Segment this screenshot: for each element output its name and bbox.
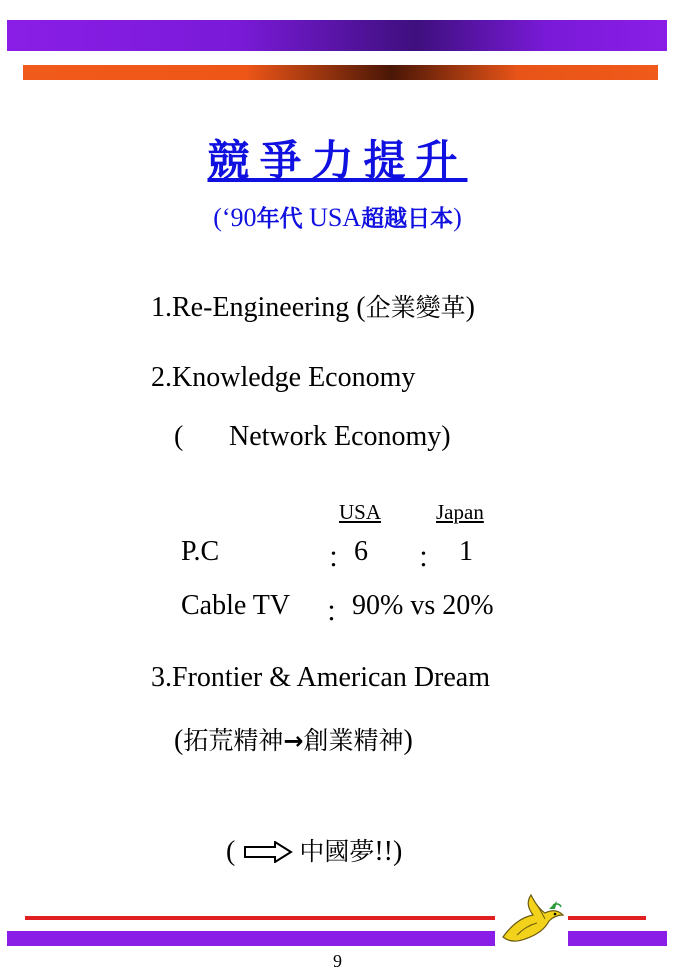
subtitle-usa: USA bbox=[302, 203, 362, 232]
item-2-sub-open: ( bbox=[174, 421, 184, 452]
item-1-chinese: 企業變革 bbox=[365, 293, 466, 322]
closing-open: ( bbox=[226, 836, 236, 867]
row-pc-usa: 6 bbox=[354, 536, 368, 567]
item-1 bbox=[151, 288, 475, 324]
item-3-sub bbox=[174, 721, 413, 757]
row-cabletv-colon: ： bbox=[325, 597, 354, 628]
subtitle-surpass: 超越日本 bbox=[361, 206, 454, 232]
subtitle-prefix: (‘90 bbox=[213, 203, 257, 232]
item-3-sub-entrepreneur: 創業精神 bbox=[303, 726, 404, 755]
item-3-sub-open: ( bbox=[174, 725, 184, 756]
item-1-label: 1.Re-Engineering ( bbox=[151, 292, 366, 323]
column-header-japan: Japan bbox=[436, 500, 484, 524]
subtitle-decade: 年代 bbox=[256, 206, 303, 232]
row-cabletv-value: 90% vs 20% bbox=[352, 590, 494, 621]
top-purple-bar bbox=[7, 20, 667, 51]
slide-subtitle bbox=[0, 200, 675, 233]
row-pc-colon: ： bbox=[327, 543, 356, 574]
slide-title: 競爭力提升 bbox=[207, 136, 468, 185]
bird-logo-icon bbox=[497, 893, 567, 948]
item-2-sub: Network Economy) bbox=[229, 421, 451, 452]
hollow-arrow-icon bbox=[243, 841, 293, 863]
right-arrow-icon: → bbox=[283, 727, 304, 755]
row-pc-colon-2: ： bbox=[417, 543, 446, 574]
item-3-sub-close: ) bbox=[403, 725, 413, 756]
footer-purple-bar-left bbox=[7, 931, 495, 946]
row-pc-label: P.C bbox=[181, 536, 220, 567]
item-2: 2.Knowledge Economy bbox=[151, 362, 416, 393]
footer-purple-bar-right bbox=[568, 931, 667, 946]
footer-red-line-right bbox=[568, 916, 646, 920]
row-cabletv-label: Cable TV bbox=[181, 590, 291, 621]
row-pc-japan: 1 bbox=[459, 536, 473, 567]
subtitle-suffix: ) bbox=[453, 203, 462, 232]
closing-line bbox=[226, 832, 402, 868]
closing-china-dream: 中國夢 bbox=[299, 837, 375, 866]
item-3-sub-pioneer: 拓荒精神 bbox=[183, 726, 284, 755]
footer-red-line-left bbox=[25, 916, 495, 920]
item-1-close: ) bbox=[465, 292, 475, 323]
top-orange-bar bbox=[23, 65, 658, 80]
closing-exclaim: !!) bbox=[374, 836, 403, 867]
page-number: 9 bbox=[333, 951, 342, 971]
item-3: 3.Frontier & American Dream bbox=[151, 662, 491, 693]
column-header-usa: USA bbox=[339, 500, 382, 524]
